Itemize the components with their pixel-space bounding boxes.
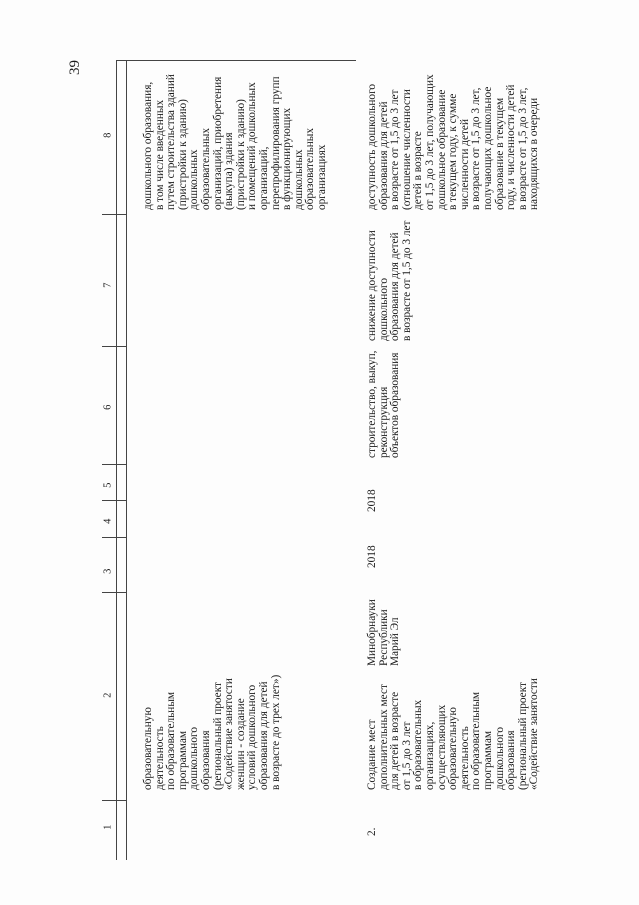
col-divider-7-8 (102, 214, 126, 215)
row-2-col2-line: организациях, (423, 721, 436, 790)
table-left-border (116, 60, 117, 860)
row-2-col8-line: образования для детей (377, 101, 390, 210)
header-col-7: 7 (102, 282, 114, 288)
prev-row-col2-line: женщин - создание (234, 698, 247, 790)
row-2-col3-line: Республики (377, 609, 390, 666)
header-col-4: 4 (102, 518, 114, 524)
prev-row-col8-line: дошкольных (292, 149, 305, 210)
prev-row-col8-line: путем строительства зданий (165, 74, 178, 210)
header-col-6: 6 (102, 404, 114, 410)
row-2-number (367, 828, 379, 836)
prev-row-col8-line: (пристройки к зданию) (234, 99, 247, 210)
prev-row-col8-line: дошкольных (188, 149, 201, 210)
row-2-col5-text: 2018 (366, 489, 378, 512)
row-2-col8-line: году, и численности детей (505, 84, 518, 210)
prev-row-col8 (143, 74, 329, 210)
prev-row-col2-line: дошкольного (188, 727, 201, 790)
table-header-divider (126, 60, 127, 860)
header-col-8: 8 (102, 132, 114, 138)
row-2-col7-line: образования для детей (389, 232, 402, 341)
prev-row-col2-line: условий дошкольного (246, 684, 259, 790)
prev-row-col2-line: (региональный проект (211, 682, 224, 790)
prev-row-col8-line: дошкольного образования, (142, 81, 154, 210)
col-divider-4-5 (102, 500, 126, 501)
prev-row-col8-line: в том числе введенных (153, 99, 166, 210)
row-2-col8-line: в возрасте от 1,5 до 3 лет, (516, 87, 529, 210)
col-divider-5-6 (102, 464, 126, 465)
prev-row-col8-line: организациях (315, 144, 328, 210)
header-col-1: 1 (102, 824, 114, 830)
col-divider-6-7 (102, 346, 126, 347)
header-col-3: 3 (102, 568, 114, 574)
prev-row-col8-line: образовательных (199, 127, 212, 210)
row-2-col8 (367, 74, 541, 210)
row-2-col2-line: Создание мест (366, 719, 378, 790)
row-2-col8-line: получающих дошкольное (481, 86, 494, 210)
col-divider-1-2 (102, 800, 126, 801)
row-2-col7 (367, 221, 413, 341)
prev-row-col8-line: (пристройки к зданию) (176, 99, 189, 210)
col-divider-2-3 (102, 592, 126, 593)
prev-row-col2-line: «Содействие занятости (223, 678, 236, 790)
prev-row-col2-line: в возрасте до трех лет») (269, 674, 282, 790)
prev-row-col8-line: организаций, (257, 146, 270, 210)
row-2-col6-line: объектов образования (389, 352, 402, 458)
prev-row-col2 (143, 675, 282, 790)
row-2-col5 (367, 489, 379, 512)
prev-row-col8-line: и помещений дошкольных (246, 82, 259, 210)
row-2-number-text: 2. (366, 827, 378, 836)
prev-row-col8-line: (выкупа) здания (223, 132, 236, 210)
prev-row-col8-line: в функционирующих (281, 107, 294, 210)
table-top-border (116, 60, 356, 61)
row-2-col6 (367, 351, 402, 458)
row-2-col8-line: (отношение численности (400, 89, 413, 210)
row-2-col8-line: детей в возрасте (412, 131, 425, 210)
header-col-2: 2 (102, 692, 114, 698)
row-2-col8-line: в текущем году, к сумме (447, 93, 460, 210)
prev-row-col8-line: перепрофилирования групп (269, 76, 282, 210)
prev-row-col2-line: образовательную (142, 707, 154, 790)
row-2-col8-line: дошкольное образование (435, 89, 448, 210)
row-2-col2-line: от 1,5 до 3 лет (400, 721, 413, 790)
row-2-col8-line: находящихся в очереди (528, 97, 541, 210)
row-2-col8-line: в возрасте от 1,5 до 3 лет, (470, 87, 483, 210)
row-2-col8-line: образование в текущем (493, 97, 506, 210)
row-2-col2 (367, 678, 541, 790)
row-2-col2-line: в образовательных (412, 699, 425, 790)
row-2-col7-line: в возрасте от 1,5 до 3 лет (400, 220, 413, 341)
row-2-col8-line: в возрасте от 1,5 до 3 лет (389, 89, 402, 210)
row-2-col3-line: Марий Эл (389, 617, 402, 666)
row-2-col6-line: строительство, выкуп, (366, 350, 378, 458)
row-2-col2-line: осуществляющих (435, 704, 448, 790)
header-col-5: 5 (102, 482, 114, 488)
row-2-col6-line: реконструкция (377, 386, 390, 458)
row-2-col7-line: снижение доступности (366, 230, 378, 341)
prev-row-col8-line: образовательных (304, 127, 317, 210)
row-2-col2-line: (региональный проект (516, 682, 529, 790)
row-2-col2-line: деятельность (458, 726, 471, 790)
row-2-col2-line: программам (481, 730, 494, 790)
row-2-col3 (367, 599, 402, 666)
row-2-col8-line: доступность дошкольного (366, 83, 378, 210)
row-2-col2-line: «Содействие занятости (528, 678, 541, 790)
prev-row-col2-line: программам (176, 730, 189, 790)
page-number: 39 (67, 60, 83, 75)
row-2-col2-line: дошкольного (493, 727, 506, 790)
row-2-col4-text: 2018 (366, 545, 378, 568)
row-2-col8-line: численности детей (458, 119, 471, 210)
prev-row-col2-line: образования (199, 730, 212, 790)
row-2-col2-line: для детей в возрасте (389, 691, 402, 790)
row-2-col2-line: образовательную (447, 707, 460, 790)
row-2-col3-line: Минобрнауки (366, 599, 378, 666)
row-2-col2-line: образования (505, 730, 518, 790)
row-2-col7-line: дошкольного (377, 278, 390, 341)
row-2-col2-line: по образовательным (470, 691, 483, 790)
prev-row-col8-line: организаций, приобретения (211, 76, 224, 210)
col-divider-3-4 (102, 537, 126, 538)
row-2-col4 (367, 545, 379, 568)
row-2-col2-line: дополнительных мест (377, 684, 390, 790)
prev-row-col2-line: по образовательным (165, 691, 178, 790)
prev-row-col2-line: образования для детей (257, 681, 270, 790)
row-2-col8-line: от 1,5 до 3 лет, получающих (423, 74, 436, 210)
prev-row-col2-line: деятельность (153, 726, 166, 790)
